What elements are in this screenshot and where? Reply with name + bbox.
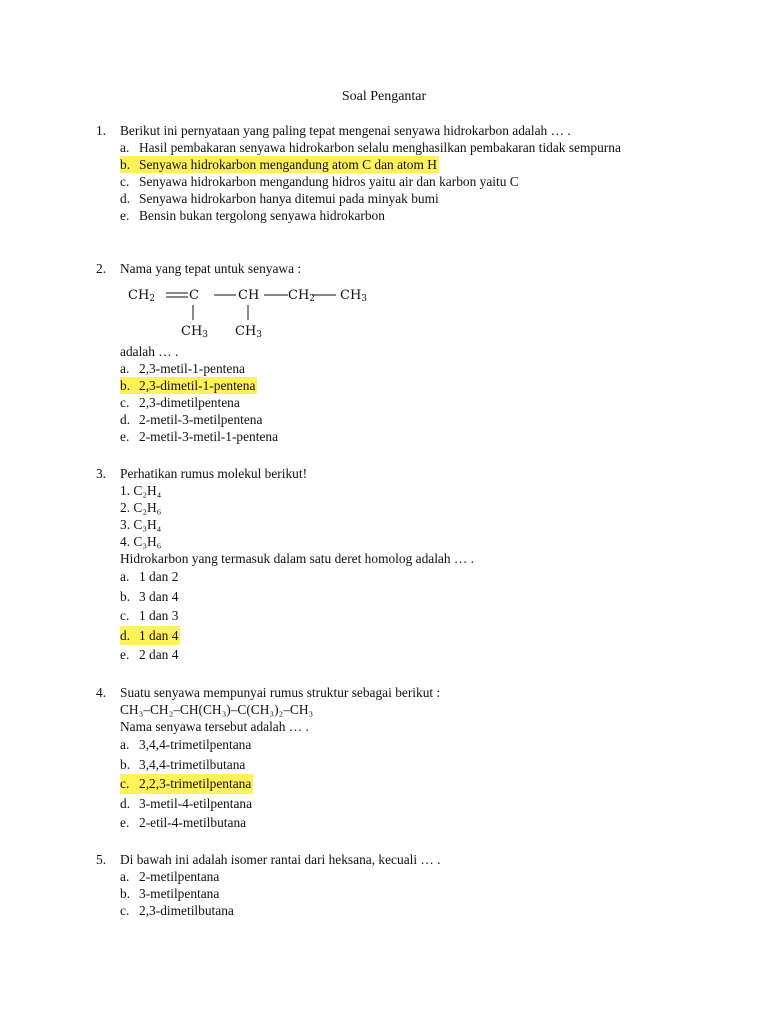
question-number: 3. <box>96 466 107 481</box>
question-text-after: adalah … . <box>120 344 179 359</box>
option-a: a. 1 dan 2 <box>120 569 179 584</box>
option-text: 3,4,4-trimetilpentana <box>139 737 252 752</box>
option-text: 2-metilpentana <box>139 869 220 884</box>
question-1 <box>96 122 696 224</box>
option-text: Senyawa hidrokarbon mengandung atom C dan atom H <box>139 157 437 172</box>
question-text: Perhatikan rumus molekul berikut! <box>120 466 308 481</box>
atom-ch: CH <box>238 288 260 303</box>
option-text: Senyawa hidrokarbon hanya ditemui pada minyak bumi <box>139 191 439 206</box>
option-text: 3-metil-4-etilpentana <box>139 795 253 811</box>
branch-ch3: $CH_3$ <box>235 324 263 340</box>
option-c: c. Senyawa hidrokarbon mengandung hidros yaitu air dan karbon yaitu C <box>120 174 519 189</box>
option-text: Bensin bukan tergolong senyawa hidrokarbon <box>139 208 385 223</box>
option-text: 2-metil-3-metil-1-pentena <box>139 429 279 444</box>
structural-formula <box>128 283 696 339</box>
option-e: e. 2-etil-4-metilbutana <box>120 815 247 830</box>
question-number: 5. <box>96 852 107 867</box>
atom-ch2: $CH_2$ <box>128 288 156 304</box>
option-list <box>120 139 696 224</box>
question-3 <box>96 465 696 665</box>
question-text: Berikut ini pernyataan yang paling tepat mengenai senyawa hidrokarbon adalah … . <box>120 123 571 138</box>
option-c: c. 2,2,3-trimetilpentana <box>120 774 253 794</box>
question-number: 2. <box>96 261 107 276</box>
option-e: e. Bensin bukan tergolong senyawa hidrokarbon <box>120 208 385 223</box>
option-a: a. 2-metilpentana <box>120 869 220 884</box>
question-number: 4. <box>96 685 107 700</box>
branch-ch3: $CH_3$ <box>181 324 209 340</box>
option-d: d. 2-metil-3-metilpentena <box>120 412 263 427</box>
option-list <box>120 567 696 665</box>
question-text: Nama yang tepat untuk senyawa : <box>120 261 302 276</box>
formula-item: 1. C₂H₄ <box>120 483 162 498</box>
option-text: 2 dan 4 <box>139 647 179 662</box>
option-text: 2,3-dimetilpentena <box>139 395 240 410</box>
option-text: 2,3-dimetilbutana <box>139 903 234 918</box>
option-b: b. 3-metilpentana <box>120 886 220 901</box>
option-text: 2,3-dimetil-1-pentena <box>139 378 256 393</box>
option-text: Senyawa hidrokarbon mengandung hidros yaitu air dan karbon yaitu C <box>139 174 519 189</box>
option-c: c. 2,3-dimetilbutana <box>120 903 234 918</box>
option-list <box>120 735 696 833</box>
formula-item: 2. C₂H₆ <box>120 500 162 515</box>
option-text: 2-etil-4-metilbutana <box>139 815 247 830</box>
option-d: d. Senyawa hidrokarbon hanya ditemui pada minyak bumi <box>120 191 439 206</box>
question-2 <box>96 260 696 445</box>
option-text: 1 dan 3 <box>139 608 179 623</box>
option-a: a. Hasil pembakaran senyawa hidrokarbon selalu menghasilkan pembakaran tidak sempurna <box>120 140 621 155</box>
question-prompt: Nama senyawa tersebut adalah … . <box>120 719 309 734</box>
option-c: c. 2,3-dimetilpentena <box>120 395 240 410</box>
option-b: b. 2,3-dimetil-1-pentena <box>120 378 256 393</box>
page-title: Soal Pengantar <box>341 89 427 104</box>
option-list <box>120 868 696 919</box>
question-text: Suatu senyawa mempunyai rumus struktur sebagai berikut : <box>120 685 441 700</box>
atom-ch2: $CH_2$ <box>288 288 316 304</box>
option-d: d. 1 dan 4 <box>120 626 180 646</box>
option-e: e. 2 dan 4 <box>120 647 179 662</box>
option-text: 1 dan 2 <box>139 569 179 584</box>
option-list <box>120 360 696 445</box>
atom-ch3: $CH_3$ <box>340 288 368 304</box>
option-b: b. Senyawa hidrokarbon mengandung atom C dan atom H <box>120 157 437 172</box>
option-b: b. 3 dan 4 <box>120 588 179 604</box>
condensed-formula: CH₃–CH₂–CH(CH₃)–C(CH₃)₂–CH₃ <box>120 702 314 717</box>
option-b: b. 3,4,4-trimetilbutana <box>120 756 246 772</box>
question-5 <box>96 851 696 919</box>
option-text: 1 dan 4 <box>139 627 179 643</box>
option-d: d. 3-metil-4-etilpentana <box>120 795 253 811</box>
option-text: 2,2,3-trimetilpentana <box>139 776 252 791</box>
option-a: a. 2,3-metil-1-pentena <box>120 361 245 376</box>
formula-item: 4. C₃H₆ <box>120 534 162 549</box>
option-e: e. 2-metil-3-metil-1-pentena <box>120 429 279 444</box>
formula-list <box>120 482 696 550</box>
question-prompt: Hidrokarbon yang termasuk dalam satu deret homolog adalah … . <box>120 551 475 566</box>
option-text: 3,4,4-trimetilbutana <box>139 756 246 772</box>
formula-item: 3. C₃H₄ <box>120 517 162 532</box>
option-text: Hasil pembakaran senyawa hidrokarbon selalu menghasilkan pembakaran tidak sempurna <box>139 140 621 155</box>
question-4 <box>96 684 696 833</box>
question-number: 1. <box>96 123 107 138</box>
option-a: a. 3,4,4-trimetilpentana <box>120 737 252 752</box>
option-text: 2,3-metil-1-pentena <box>139 361 245 376</box>
option-text: 3-metilpentana <box>139 886 220 901</box>
option-text: 2-metil-3-metilpentena <box>139 412 263 427</box>
question-text: Di bawah ini adalah isomer rantai dari heksana, kecuali … . <box>120 852 441 867</box>
atom-c: C <box>189 288 199 303</box>
option-text: 3 dan 4 <box>139 588 179 604</box>
option-c: c. 1 dan 3 <box>120 608 179 623</box>
